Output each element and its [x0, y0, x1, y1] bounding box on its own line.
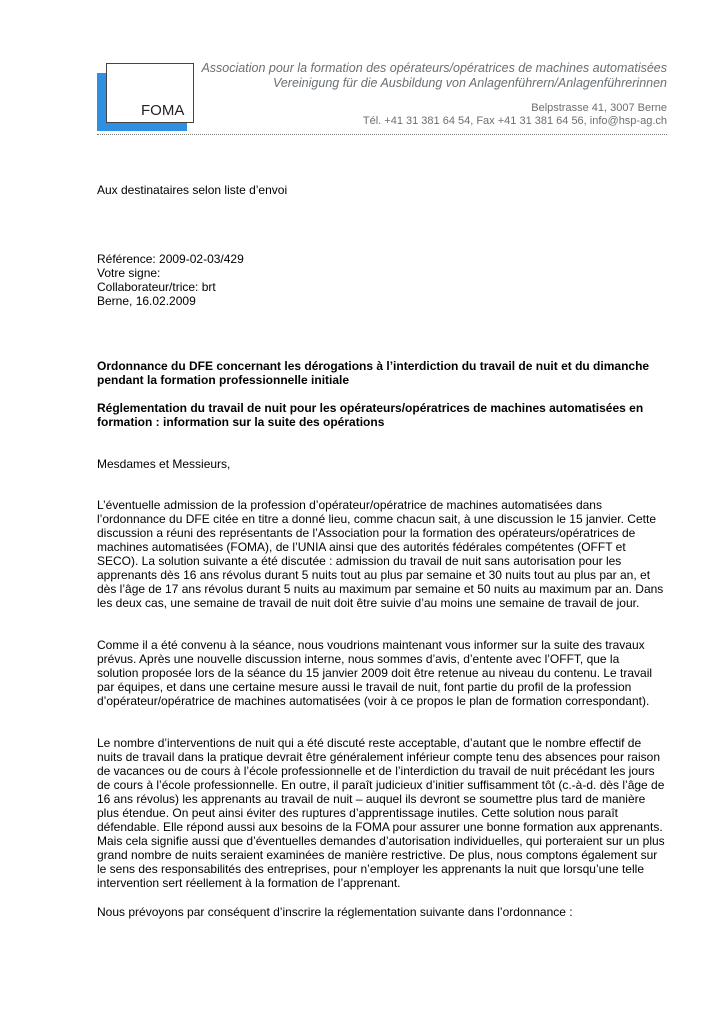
- text-line: solution proposée lors de la séance du 15 janvier 2009 doit être retenue au niveau du contenu. Le travail: [97, 666, 653, 680]
- text-line: les deux cas, une semaine de travail de nuit doit être suivie d’au moins une semaine de travail de jour.: [97, 596, 640, 610]
- text-line: discussion a réuni des représentants de l’Association pour la formation des opérateurs/opératrices de: [97, 526, 636, 540]
- text-line: défendable. Elle répond aussi aux besoins de la FOMA pour assurer une bonne formation aux apprenants.: [97, 820, 663, 834]
- subject-title: Ordonnance du DFE concernant les dérogations à l’interdiction du travail de nuit et du dimanche: [97, 359, 650, 373]
- subject-subtitle: formation : information sur la suite des opérations: [97, 415, 385, 429]
- text-line: Le nombre d’interventions de nuit qui a été discuté reste acceptable, d’autant que le nombre effectif de: [97, 736, 642, 750]
- header-divider: [97, 134, 667, 135]
- reference-line: Votre signe:: [97, 266, 161, 280]
- text-line: dès l’âge de 17 ans révolus durant 5 nuits au maximum par semaine et 50 nuits au maximum par an. Dans: [97, 582, 664, 596]
- text-line: grand nombre de nuits seraient examinées de manière restrictive. De plus, nous comptons également sur: [97, 848, 658, 862]
- letterhead-name-de: Vereinigung für die Ausbildung von Anlagenführern/Anlagenführerinnen: [272, 76, 667, 90]
- text-line: de cours à l’école professionnelle. En outre, il paraît judicieux d’initier suffisamment tôt (c.-à-d. dès l’âge de: [97, 778, 665, 792]
- text-line: apprenants dès 16 ans révolus durant 5 nuits tout au plus par semaine et 30 nuits tout au plus par an, et: [97, 568, 651, 582]
- text-line: machines automatisées (FOMA), de l’UNIA ainsi que des autorités fédérales compétentes (OFFT et: [97, 540, 626, 554]
- text-line: l’ordonnance du DFE citée en titre a donné lieu, comme chacun sait, à une discussion le 15 janvier. Cette: [97, 512, 656, 526]
- reference-date: Berne, 16.02.2009: [97, 294, 196, 308]
- closing-line: Nous prévoyons par conséquent d’inscrire la réglementation suivante dans l’ordonnance :: [97, 905, 573, 919]
- recipient: Aux destinataires selon liste d’envoi: [97, 183, 288, 197]
- salutation: Mesdames et Messieurs,: [97, 457, 231, 471]
- subject-title: pendant la formation professionnelle initiale: [97, 373, 350, 387]
- letterhead-contact: Tél. +41 31 381 64 54, Fax +41 31 381 64 56, info@hsp-ag.ch: [362, 115, 667, 127]
- text-line: SECO). La solution suivante a été discutée : admission du travail de nuit sans autorisation pour les: [97, 554, 622, 568]
- letterhead-name-fr: Association pour la formation des opérateurs/opératrices de machines automatisées: [201, 61, 667, 75]
- text-line: le sens des responsabilités des entreprises, pour n’employer les apprenants la nuit que lorsqu’une telle: [97, 862, 644, 876]
- text-line: de vacances ou de cours à l’école professionnelle et de l’interdiction du travail de nuit précédant les jours: [97, 764, 655, 778]
- text-line: Mais cela signifie aussi que d’éventuelles demandes d’autorisation individuelles, qui porteraient sur un plus: [97, 834, 665, 848]
- subject-subtitle: Réglementation du travail de nuit pour les opérateurs/opératrices de machines automatisées en: [97, 401, 644, 415]
- text-line: intervention sert réellement à la formation de l’apprenant.: [97, 876, 401, 890]
- text-line: L’éventuelle admission de la profession d’opérateur/opératrice de machines automatisées dans: [97, 498, 602, 512]
- logo: FOMA: [141, 102, 185, 119]
- text-line: prévus. Après une nouvelle discussion interne, nous sommes d’avis, d’entente avec l’OFFT, que la: [97, 652, 620, 666]
- text-line: plus étendue. On peut ainsi éviter des ruptures d’apprentissage inutiles. Cette solution nous paraît: [97, 806, 618, 820]
- text-line: Comme il a été convenu à la séance, nous voudrions maintenant vous informer sur la suite des travaux: [97, 638, 645, 652]
- text-line: par équipes, et dans une certaine mesure aussi le travail de nuit, font partie du profil de la profession: [97, 680, 632, 694]
- reference-line: Référence: 2009-02-03/429: [97, 252, 244, 266]
- reference-line: Collaborateur/trice: brt: [97, 280, 216, 294]
- text-line: 16 ans révolus) les apprenants au travail de nuit – auquel ils devront se soumettre plus tard de manière: [97, 792, 646, 806]
- text-line: nuits de travail dans la pratique devrait être généralement inférieur compte tenu des absences pour raison: [97, 750, 660, 764]
- text-line: d’opérateur/opératrice de machines automatisées (voir à ce propos le plan de formation correspondant).: [97, 694, 650, 708]
- letterhead-address: Belpstrasse 41, 3007 Berne: [531, 102, 667, 114]
